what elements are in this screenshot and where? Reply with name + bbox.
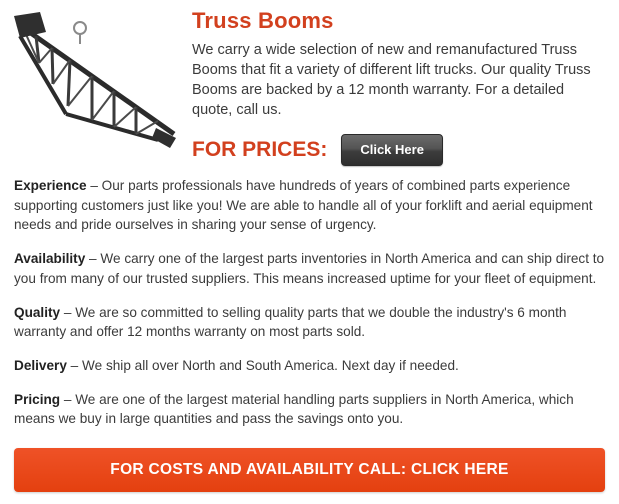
feature-paragraph — [14, 249, 605, 288]
feature-paragraph — [14, 390, 605, 429]
feature-term: Experience — [14, 178, 87, 193]
truss-boom-image — [6, 6, 186, 156]
feature-term: Availability — [14, 251, 86, 267]
feature-item — [14, 176, 605, 235]
for-prices-label: FOR PRICES: — [192, 138, 328, 161]
feature-term: Delivery — [14, 357, 67, 373]
feature-paragraph — [14, 176, 605, 235]
product-copy — [186, 6, 607, 166]
click-here-button[interactable]: Click Here — [341, 134, 443, 166]
feature-term: Pricing — [14, 391, 61, 407]
feature-paragraph — [14, 303, 605, 342]
prices-row — [192, 134, 607, 166]
feature-item — [14, 356, 605, 376]
product-header — [0, 0, 619, 166]
feature-text: – We ship all over North and South America. Next day if needed. — [66, 357, 459, 373]
feature-text: – We are one of the largest material handling parts suppliers in North America, which means we buy in large quantities and pass the savings onto you. — [14, 391, 574, 427]
feature-text: – We carry one of the largest parts inventories in North America and can ship direct to you from many of our trusted suppliers. This means increased uptime for your fleet of equipment. — [14, 251, 605, 286]
features-list — [0, 166, 619, 429]
cta-call-button[interactable]: FOR COSTS AND AVAILABILITY CALL: CLICK HERE — [14, 448, 605, 492]
feature-text: – We are so committed to selling quality parts that we double the industry's 6 month warranty and offer 12 months warranty on most parts sold. — [14, 304, 567, 340]
product-intro-text: We carry a wide selection of new and remanufactured Truss Booms that fit a variety of different lift trucks. Our quality Truss Booms are backed by a 12 month warranty. For a detailed quote, call us. — [192, 42, 591, 118]
feature-text: – Our parts professionals have hundreds of years of combined parts experience supporting customers just like you! We are able to handle all of your forklift and aerial equipment needs and pride ourselves in sharing your sense of urgency. — [14, 178, 593, 233]
page-title: Truss Booms — [192, 8, 334, 33]
feature-item — [14, 249, 605, 288]
truss-boom-illustration — [6, 6, 186, 156]
feature-paragraph — [14, 356, 605, 376]
feature-item — [14, 390, 605, 429]
feature-item — [14, 303, 605, 342]
feature-term: Quality — [14, 304, 61, 320]
